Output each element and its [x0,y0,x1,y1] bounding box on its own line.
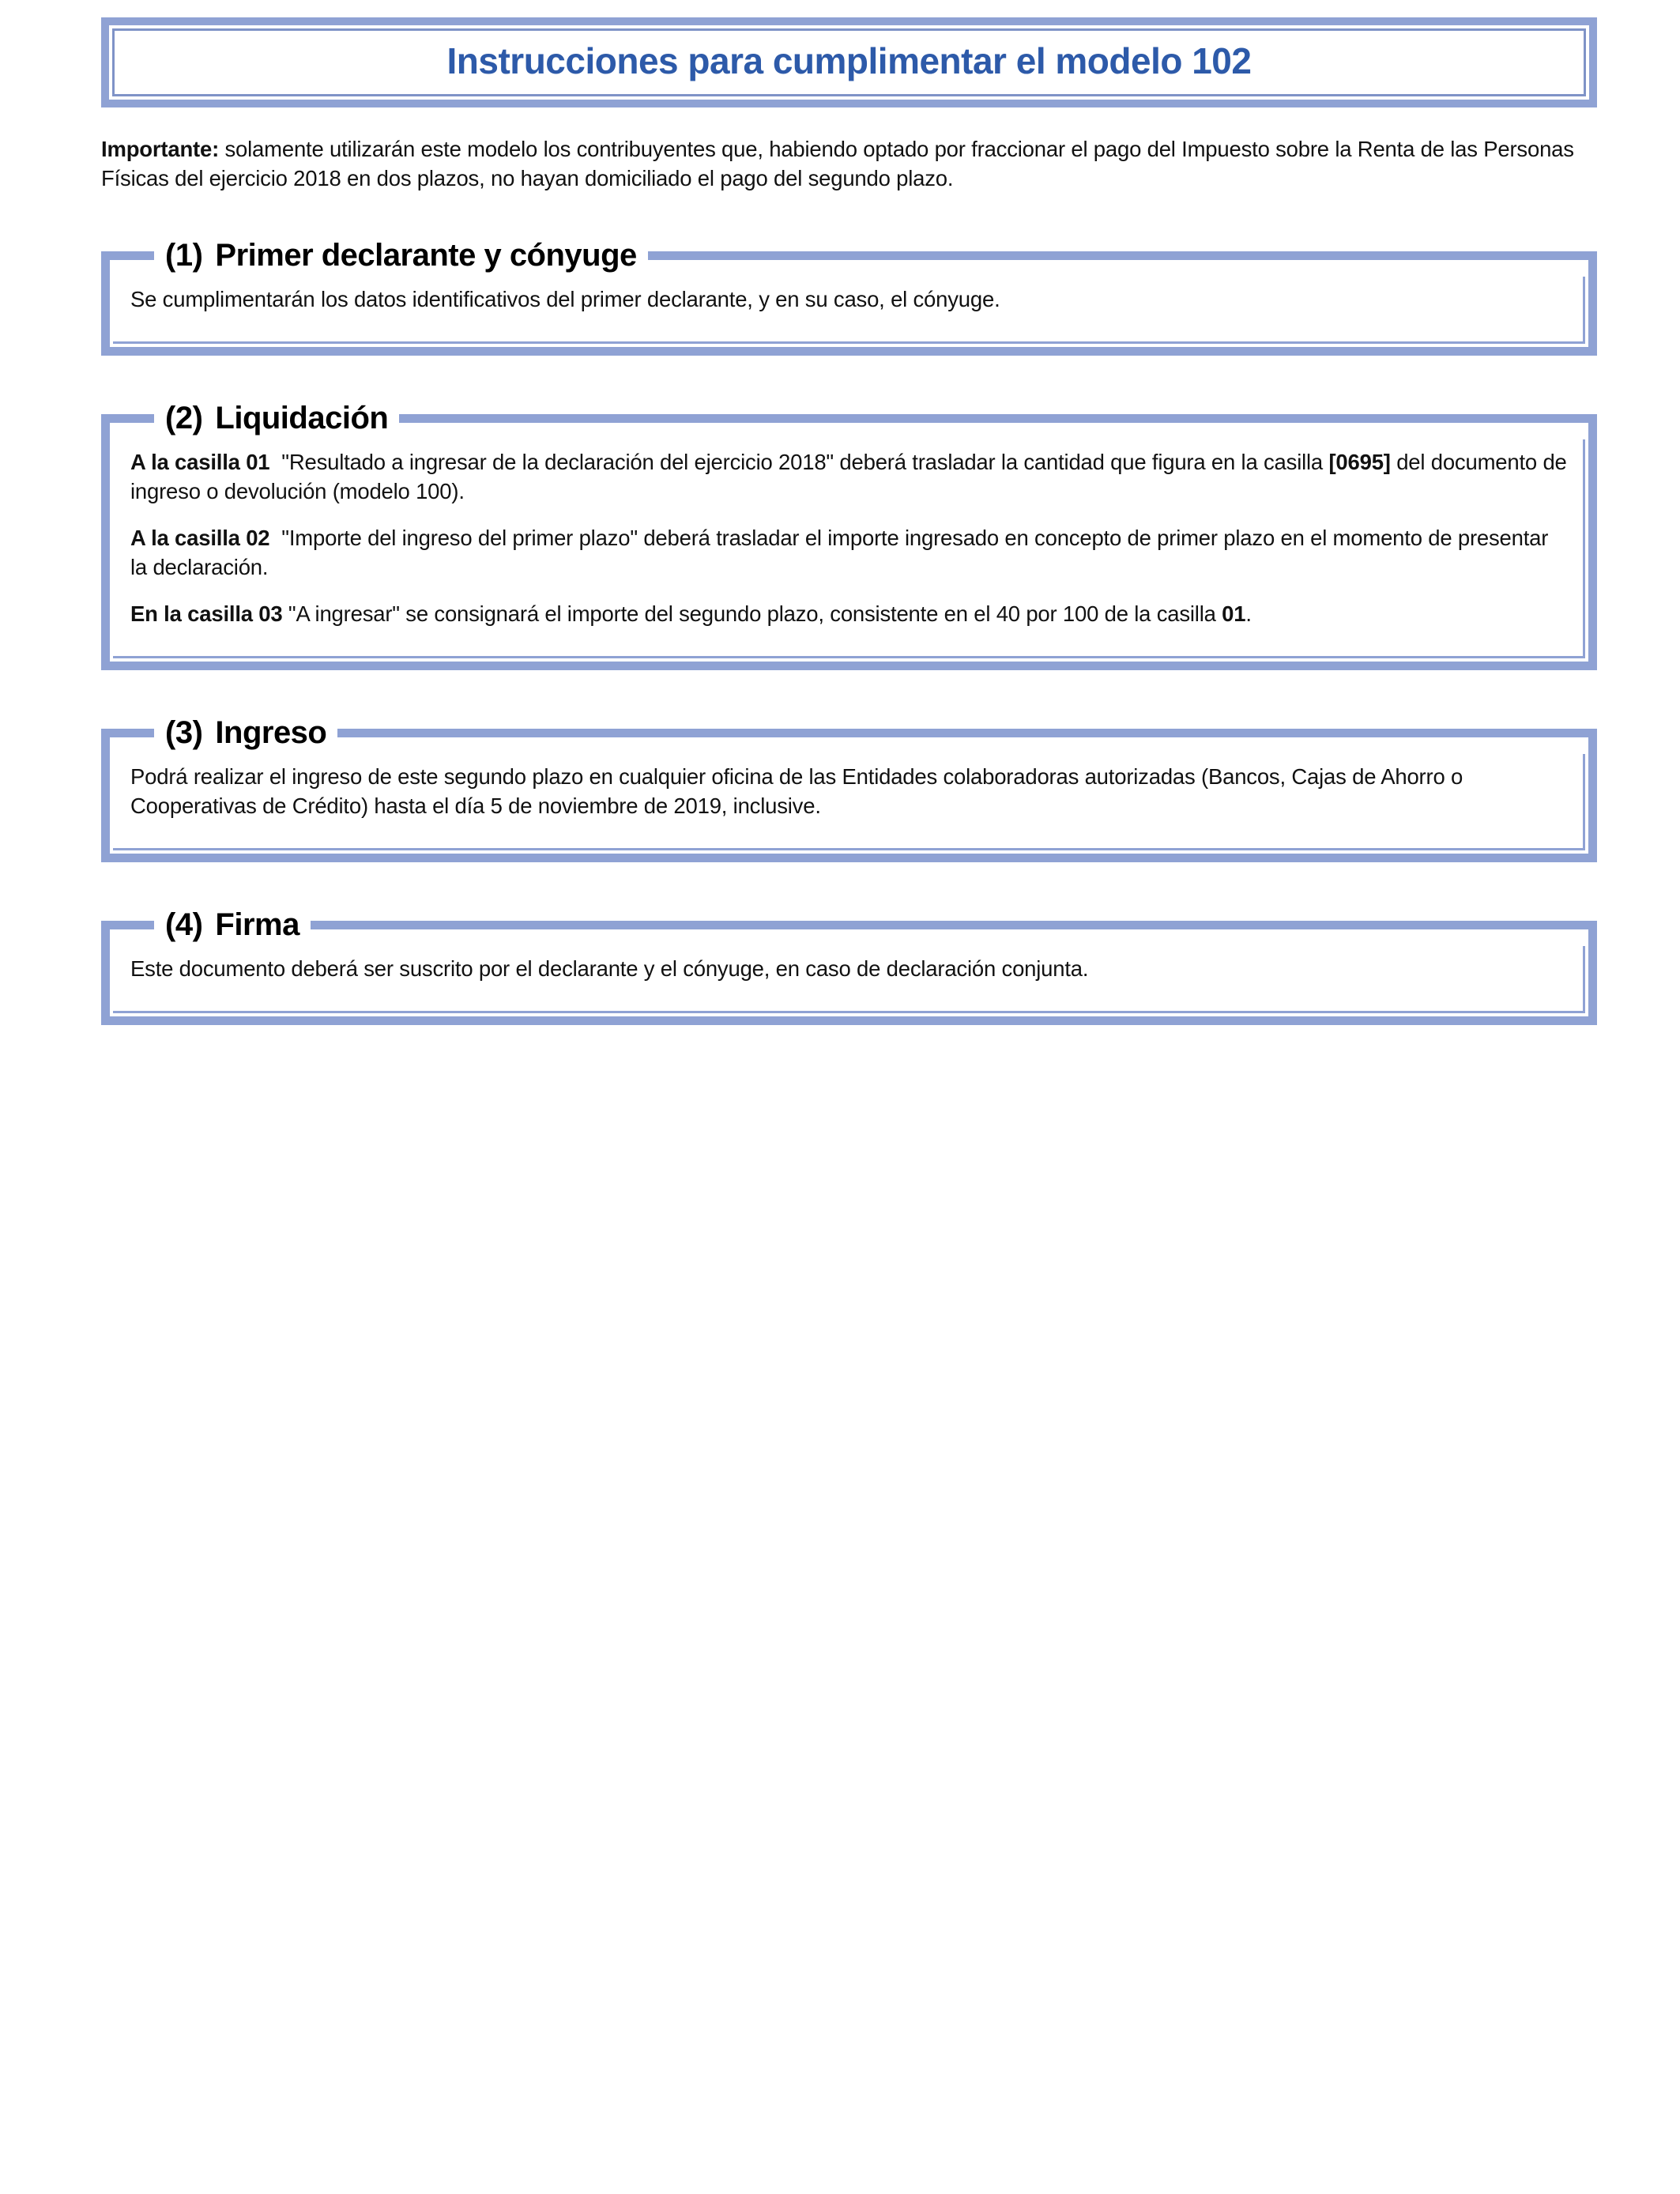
section-3-heading [154,714,337,751]
section-1-title: Primer declarante y cónyuge [215,238,637,273]
section-2-title: Liquidación [215,401,389,435]
section-4-box-firma [101,907,1597,1025]
section-2-box-liquidacion [101,400,1597,670]
section-2-heading [154,400,399,436]
section-2-number: (2) [165,401,203,435]
section-1-heading [154,237,648,273]
section-4-paragraph-1: Este documento deberá ser suscrito por el declarante y el cónyuge, en caso de declaración conjunta. [130,956,1089,981]
section-1-paragraph-1: Se cumplimentarán los datos identificativos del primer declarante, y en su caso, el cónyuge. [130,287,1000,311]
section-3-number: (3) [165,715,203,750]
section-3-title: Ingreso [215,715,327,750]
section-2-paragraph-1: A la casilla 01 "Resultado a ingresar de la declaración del ejercicio 2018" deberá trasladar la cantidad que figura en la casilla [0695] del documento de ingreso o devolución (modelo 100). [130,450,1573,503]
title-box-inner [112,28,1586,96]
title-box [101,17,1597,107]
section-3-box-ingreso [101,714,1597,862]
section-4-title: Firma [215,907,299,942]
page-title: Instrucciones para cumplimentar el modelo 102 [446,40,1252,81]
section-2-paragraph-2: A la casilla 02 "Importe del ingreso del primer plazo" deberá trasladar el importe ingresado en concepto de primer plazo en el momento de presentar la declaración. [130,526,1554,579]
section-1-number: (1) [165,238,203,273]
section-4-number: (4) [165,907,203,942]
section-2-paragraph-3: En la casilla 03 "A ingresar" se consignará el importe del segundo plazo, consistente en el 40 por 100 de la casilla 01. [130,601,1252,626]
section-1-box-primer-declarante [101,237,1597,356]
section-3-paragraph-1: Podrá realizar el ingreso de este segundo plazo en cualquier oficina de las Entidades colaboradoras autorizadas (Bancos, Cajas de Ahorro o Cooperativas de Crédito) hasta el día 5 de noviembre de 2019, inclusive. [130,764,1469,818]
important-note: Importante: solamente utilizarán este modelo los contribuyentes que, habiendo optado por fraccionar el pago del Impuesto sobre la Renta de las Personas Físicas del ejercicio 2018 en dos plazos, no hayan domiciliado el pago del segundo plazo. [101,137,1580,190]
section-4-heading [154,907,311,943]
